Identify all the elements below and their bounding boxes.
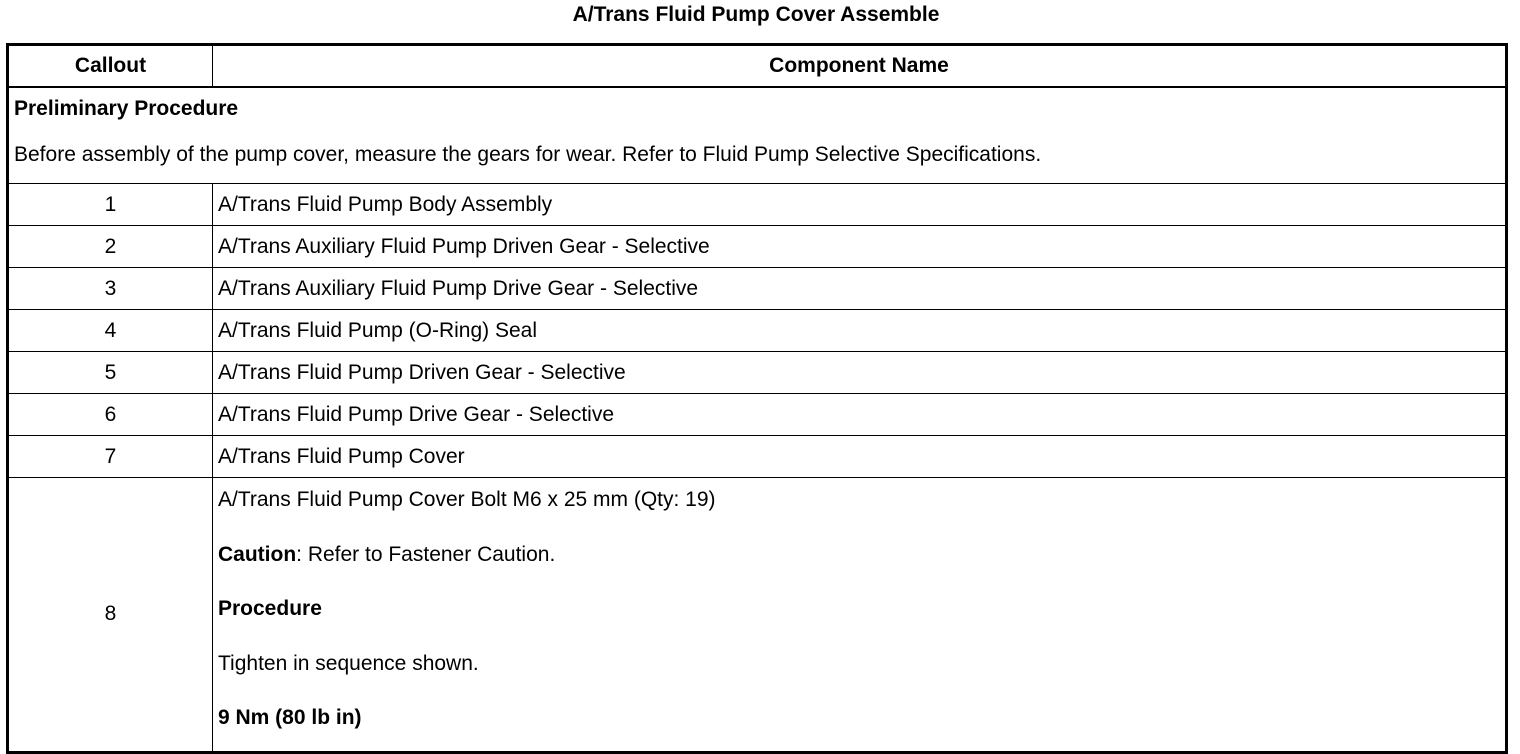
callout-header: Callout <box>8 45 213 88</box>
callout-number: 6 <box>8 394 213 436</box>
table-row <box>8 268 1507 310</box>
procedure-text: Tighten in sequence shown. <box>218 651 479 675</box>
callout-number: 1 <box>8 184 213 226</box>
table-row <box>8 436 1507 478</box>
caution-line <box>218 533 1500 588</box>
table-row <box>8 226 1507 268</box>
preliminary-heading: Preliminary Procedure <box>14 96 239 120</box>
component-name: A/Trans Auxiliary Fluid Pump Driven Gear - Selective <box>213 226 1507 268</box>
table-row <box>8 184 1507 226</box>
preliminary-row <box>8 87 1507 184</box>
torque-spec: 9 Nm (80 lb in) <box>218 706 362 729</box>
header-row <box>8 45 1507 88</box>
procedure-heading: Procedure <box>218 597 322 620</box>
component-name: A/Trans Fluid Pump Drive Gear - Selective <box>213 394 1507 436</box>
callout-number: 5 <box>8 352 213 394</box>
caution-label: Caution <box>218 542 297 566</box>
preliminary-cell <box>8 87 1507 184</box>
callout-number: 4 <box>8 310 213 352</box>
callout-number: 3 <box>8 268 213 310</box>
callout-number: 8 <box>8 478 213 753</box>
caution-text: : Refer to Fastener Caution. <box>296 542 556 566</box>
component-name-header: Component Name <box>213 45 1507 88</box>
component-name: A/Trans Auxiliary Fluid Pump Drive Gear - Selective <box>213 268 1507 310</box>
preliminary-text: Before assembly of the pump cover, measure the gears for wear. Refer to Fluid Pump Selective Specifications. <box>14 142 1042 166</box>
callout-number: 7 <box>8 436 213 478</box>
bolt-name: A/Trans Fluid Pump Cover Bolt M6 x 25 mm (Qty: 19) <box>218 488 716 511</box>
component-name: A/Trans Fluid Pump Cover <box>213 436 1507 478</box>
component-name: A/Trans Fluid Pump Driven Gear - Selective <box>213 352 1507 394</box>
callout-table <box>6 43 1508 754</box>
table-row-bolt <box>8 478 1507 753</box>
document-title: A/Trans Fluid Pump Cover Assemble <box>572 3 940 26</box>
component-name: A/Trans Fluid Pump (O-Ring) Seal <box>213 310 1507 352</box>
table-row <box>8 310 1507 352</box>
callout-number: 2 <box>8 226 213 268</box>
bolt-details-cell <box>213 478 1507 753</box>
table-row <box>8 352 1507 394</box>
table-row <box>8 394 1507 436</box>
component-name: A/Trans Fluid Pump Body Assembly <box>213 184 1507 226</box>
